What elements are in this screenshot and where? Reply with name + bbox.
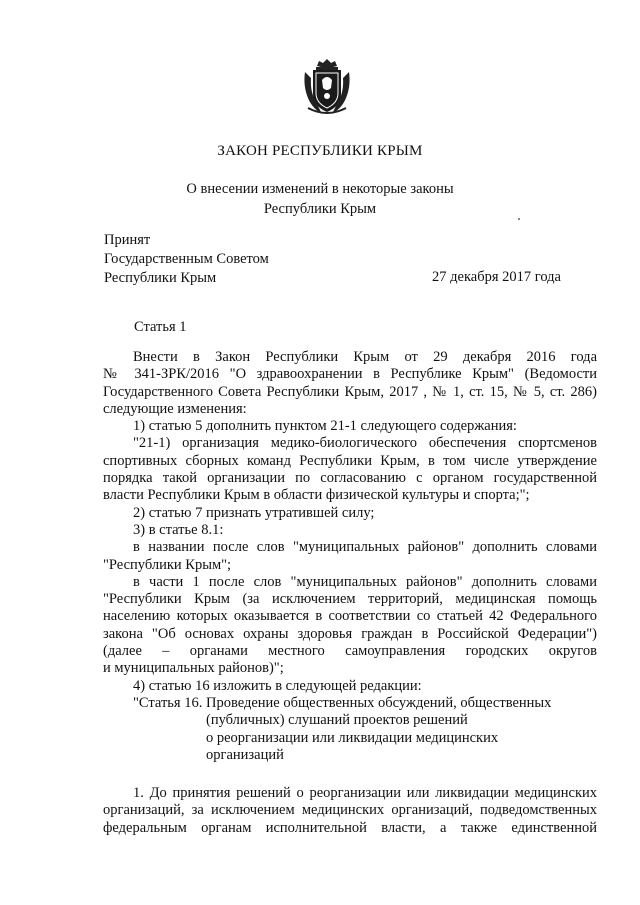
list-item: 2) статью 7 признать утратившей силу; (133, 504, 375, 521)
adopted-by-block (104, 231, 269, 288)
text-line: № 341-ЗРК/2016 "О здравоохранении в Республике Крым" (Ведомости (103, 366, 597, 383)
text-line: следующие изменения: (103, 400, 247, 417)
subtitle-line: Республики Крым (263, 201, 377, 217)
text-line: населению которых оказывается в соответствии со статьей 42 Федерального (103, 608, 597, 625)
text-line: Внести в Закон Республики Крым от 29 декабря 2016 года (133, 349, 597, 365)
text-line: федеральным органам исполнительной власти, а также единственной (103, 819, 597, 836)
text-line: "Республики Крым"; (103, 556, 232, 573)
scan-dot (518, 218, 520, 220)
text-line: организаций, за исключением медицинских организаций, подведомственных (103, 802, 597, 819)
text-line: и муниципальных районов)"; (103, 660, 284, 677)
law-title: ЗАКОН РЕСПУБЛИКИ КРЫМ (217, 143, 423, 159)
adoption-date: 27 декабря 2017 года (432, 269, 561, 285)
adopted-line: Государственным Советом (104, 251, 269, 267)
law-subtitle (0, 179, 640, 219)
heading-line: (публичных) слушаний проектов решений (206, 712, 468, 729)
heading-line: "Статья 16. Проведение общественных обсуждений, общественных (133, 694, 552, 711)
text-line: Государственного Совета Республики Крым, 2017 , № 1, ст. 15, № 5, ст. 286) (103, 383, 597, 400)
text-line: закона "Об основах охраны здоровья граждан в Российской Федерации") (103, 625, 597, 642)
text-line: в части 1 после слов "муниципальных районов" дополнить словами (133, 573, 597, 590)
text-line: "21-1) организация медико-биологического обеспечения спортсменов (133, 435, 597, 452)
text-line: власти Республики Крым в области физической культуры и спорта;"; (103, 487, 530, 504)
list-item: 3) в статье 8.1: (133, 521, 224, 538)
text-line: спортивных сборных команд Республики Крым, в том числе утверждение (103, 452, 597, 469)
list-item: 1) статью 5 дополнить пунктом 21-1 следующего содержания: (133, 418, 517, 435)
article-heading: Статья 1 (134, 319, 187, 335)
article-16-heading (103, 695, 597, 764)
list-item: 4) статью 16 изложить в следующей редакции: (133, 677, 422, 694)
adopted-line: Республики Крым (104, 270, 217, 286)
text-line: порядка такой организации по согласованию с органом государственной (103, 470, 597, 487)
article-body (103, 349, 597, 837)
text-line: "Республики Крым (за исключением территорий, медицинская помощь (103, 591, 597, 608)
heading-line: организаций (206, 746, 284, 763)
text-line: 1. До принятия решений о реорганизации или ликвидации медицинских (133, 785, 597, 802)
paragraph-gap (103, 764, 597, 785)
text-line: в названии после слов "муниципальных районов" дополнить словами (133, 539, 597, 556)
text-line: (далее – органами местного самоуправления городских округов (103, 643, 597, 660)
adopted-line: Принят (104, 232, 151, 248)
coat-of-arms-icon (302, 58, 352, 116)
subtitle-line: О внесении изменений в некоторые законы (186, 181, 454, 197)
heading-line: о реорганизации или ликвидации медицинских (206, 729, 499, 746)
